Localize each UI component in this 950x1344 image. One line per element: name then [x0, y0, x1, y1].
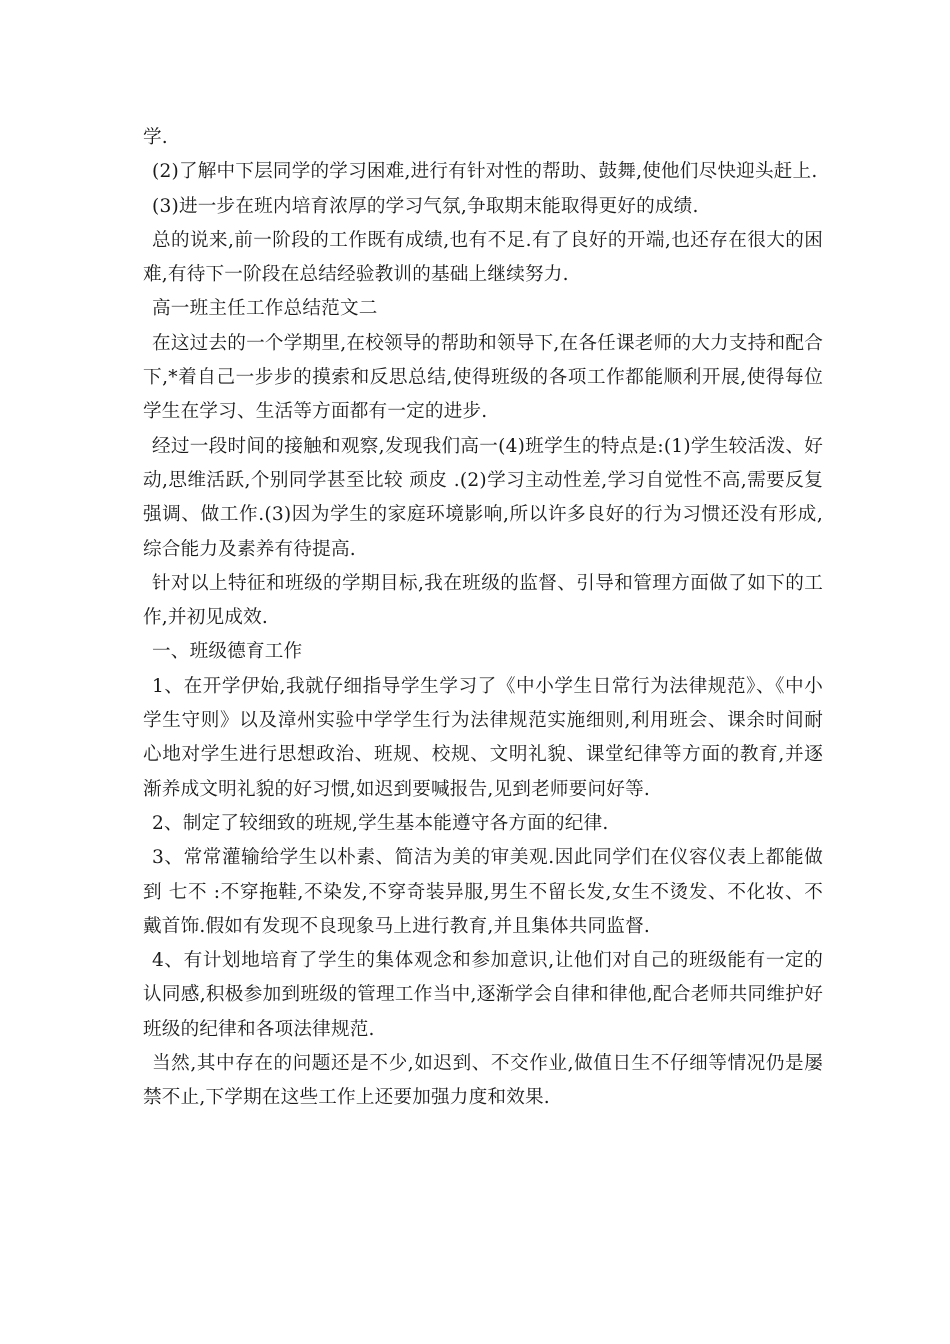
section-heading-2: 高一班主任工作总结范文二: [152, 298, 378, 320]
paragraph-1: (2)了解中下层同学的学习困难,进行有针对性的帮助、鼓舞,使他们尽快迎头赶上.: [152, 161, 818, 183]
paragraph-13: 当然,其中存在的问题还是不少,如迟到、不交作业,做值日生不仔细等情况仍是屡禁不止,下学期在这些工作上还要加强力度和效果.: [143, 1053, 823, 1109]
paragraph-6: 经过一段时间的接触和观察,发现我们高一(4)班学生的特点是:(1)学生较活泼、好动,思维活跃,个别同学甚至比较 顽皮 .(2)学习主动性差,学习自觉性不高,需要反复强调、做工作.(3)因为学生的家庭环境影响,所以许多良好的行为习惯还没有形成,综合能力及素养有待提高.: [143, 435, 823, 560]
paragraph-3: 总的说来,前一阶段的工作既有成绩,也有不足.有了良好的开端,也还存在很大的困难,有待下一阶段在总结经验教训的基础上继续努力.: [143, 229, 823, 286]
paragraph-7: 针对以上特征和班级的学期目标,我在班级的监督、引导和管理方面做了如下的工作,并初见成效.: [143, 572, 823, 629]
list-item-3: 3、常常灌输给学生以朴素、简洁为美的审美观.因此同学们在仪容仪表上都能做到 七不 :不穿拖鞋,不染发,不穿奇装异服,男生不留长发,女生不烫发、不化妆、不戴首饰.假如有发现不良现象马上进行教育,并且集体共同监督.: [143, 847, 823, 937]
subsection-heading-moral: 一、班级德育工作: [152, 641, 303, 663]
paragraph-5: 在这过去的一个学期里,在校领导的帮助和领导下,在各任课老师的大力支持和配合下,*着自己一步步的摸索和反思总结,使得班级的各项工作都能顺利开展,使得每位学生在学习、生活等方面都有一定的进步.: [143, 332, 823, 423]
paragraph-0: 学.: [143, 127, 168, 148]
list-item-1: 1、在开学伊始,我就仔细指导学生学习了《中小学生日常行为法律规范》、《中小学生守则》以及漳州实验中学学生行为法律规范实施细则,利用班会、课余时间耐心地对学生进行思想政治、班规、校规、文明礼貌、课堂纪律等方面的教育,并逐渐养成文明礼貌的好习惯,如迟到要喊报告,见到老师要问好等.: [143, 675, 823, 800]
list-item-2: 2、制定了较细致的班规,学生基本能遵守各方面的纪律.: [152, 812, 609, 834]
list-item-4: 4、有计划地培育了学生的集体观念和参加意识,让他们对自己的班级能有一定的认同感,积极参加到班级的管理工作当中,逐渐学会自律和律他,配合老师共同维护好班级的纪律和各项法律规范.: [143, 950, 823, 1040]
paragraph-2: (3)进一步在班内培育浓厚的学习气氛,争取期末能取得更好的成绩.: [152, 195, 699, 217]
document-body: [143, 121, 823, 1116]
